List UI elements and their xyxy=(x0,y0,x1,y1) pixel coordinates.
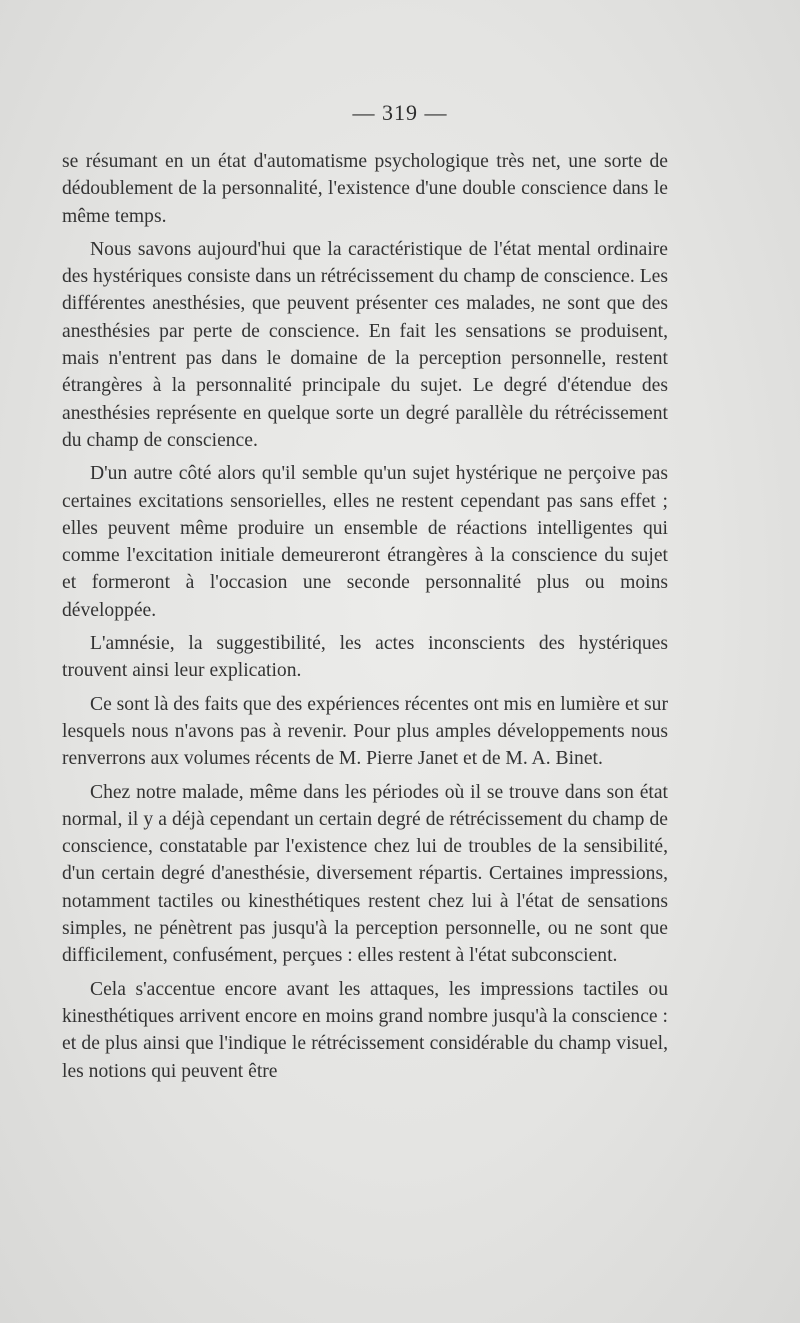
paragraph-2: Nous savons aujourd'hui que la caractéristique de l'état mental ordinaire des hystériques consiste dans un rétrécissement du champ de conscience. Les différentes anesthésies, que peuvent présenter ces malades, ne sont que des anesthésies par perte de conscience. En fait les sensations se produisent, mais n'entrent pas dans le domaine de la perception personnelle, restent étrangères à la personnalité principale du sujet. Le degré d'étendue des anesthésies représente en quelque sorte un degré parallèle du rétrécissement du champ de conscience. xyxy=(62,238,668,451)
page-number: — 319 — xyxy=(352,100,448,125)
paragraph-3: D'un autre côté alors qu'il semble qu'un sujet hystérique ne perçoive pas certaines excitations sensorielles, elles ne restent cependant pas sans effet ; elles peuvent même produire un ensemble de réactions intelligentes qui comme l'excitation initiale demeureront étrangères à la conscience du sujet et formeront à l'occasion une seconde personnalité plus ou moins développée. xyxy=(62,463,668,621)
paragraph-4: L'amnésie, la suggestibilité, les actes inconscients des hystériques trouvent ainsi leur explication. xyxy=(62,633,668,682)
body-text xyxy=(62,148,668,1085)
paragraph-5: Ce sont là des faits que des expériences récentes ont mis en lumière et sur lesquels nous n'avons pas à revenir. Pour plus amples développements nous renverrons aux volumes récents de M. Pierre Janet et de M. A. Binet. xyxy=(62,693,668,770)
paragraph-1: se résumant en un état d'automatisme psychologique très net, une sorte de dédoublement de la personnalité, l'existence d'une double conscience dans le même temps. xyxy=(62,151,668,227)
paragraph-7: Cela s'accentue encore avant les attaques, les impressions tactiles ou kinesthétiques arrivent encore en moins grand nombre jusqu'à la conscience : et de plus ainsi que l'indique le rétrécissement considérable du champ visuel, les notions qui peuvent être xyxy=(62,978,668,1082)
paragraph-6: Chez notre malade, même dans les périodes où il se trouve dans son état normal, il y a déjà cependant un certain degré de rétrécissement du champ de conscience, constatable par l'existence chez lui de troubles de la sensibilité, d'un certain degré d'anesthésie, diversement répartis. Certaines impressions, notamment tactiles ou kinesthétiques restent chez lui à l'état de sensations simples, ne pénètrent pas jusqu'à la perception personnelle, ou ne sont que difficilement, confusément, perçues : elles restent à l'état subconscient. xyxy=(62,781,668,967)
